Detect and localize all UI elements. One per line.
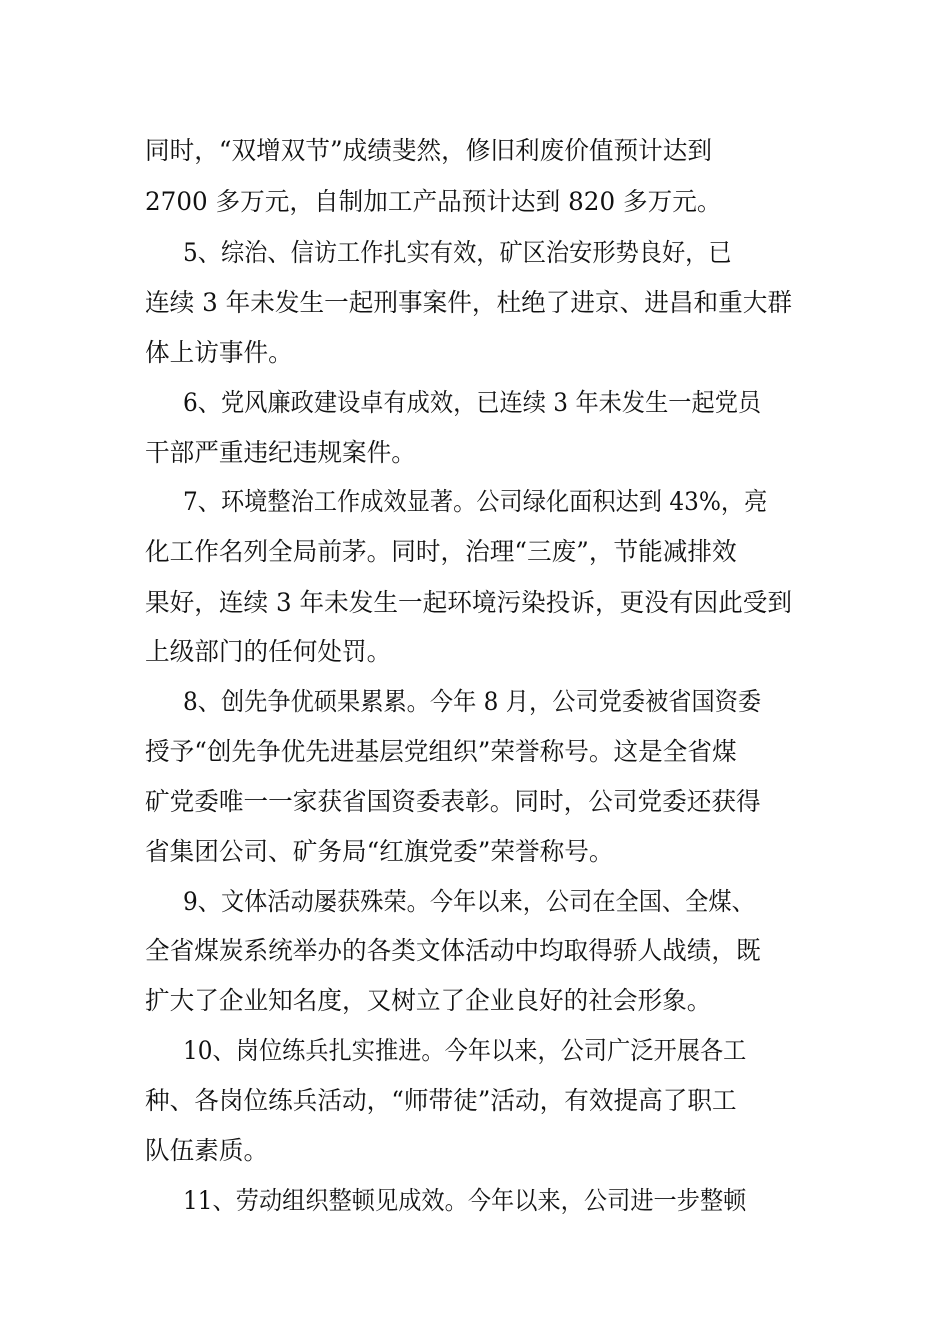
text-line: 上级部门的任何处罚。 <box>145 637 392 666</box>
paragraph-start-line: 11、劳动组织整顿见成效。今年以来，公司进一步整顿 <box>183 1186 747 1215</box>
text-line: 干部严重违纪违规案件。 <box>145 438 416 467</box>
text-line: 授予“创先争优先进基层党组织”荣誉称号。这是全省煤 <box>145 737 737 766</box>
text-line: 扩大了企业知名度，又树立了企业良好的社会形象。 <box>145 986 712 1015</box>
text-line: 果好，连续 3 年未发生一起环境污染投诉，更没有因此受到 <box>145 588 793 617</box>
text-line: 队伍素质。 <box>145 1136 269 1165</box>
paragraph-start-line: 9、文体活动屡获殊荣。今年以来，公司在全国、全煤、 <box>183 887 755 916</box>
paragraph-start-line: 10、岗位练兵扎实推进。今年以来，公司广泛开展各工 <box>183 1036 747 1065</box>
paragraph-start-line: 5、综治、信访工作扎实有效，矿区治安形势良好，已 <box>183 238 732 267</box>
text-line: 种、各岗位练兵活动，“师带徒”活动，有效提高了职工 <box>145 1086 737 1115</box>
paragraph-start-line: 7、环境整治工作成效显著。公司绿化面积达到 43%，亮 <box>183 487 768 516</box>
text-line: 省集团公司、矿务局“红旗党委”荣誉称号。 <box>145 837 614 866</box>
paragraph-start-line: 6、党风廉政建设卓有成效，已连续 3 年未发生一起党员 <box>183 388 762 417</box>
text-line: 同时，“双增双节”成绩斐然，修旧利废价值预计达到 <box>145 136 713 165</box>
text-line: 体上访事件。 <box>145 338 293 367</box>
paragraph-start-line: 8、创先争优硕果累累。今年 8 月，公司党委被省国资委 <box>183 687 762 716</box>
text-line: 矿党委唯一一家获省国资委表彰。同时，公司党委还获得 <box>145 787 761 816</box>
text-line: 全省煤炭系统举办的各类文体活动中均取得骄人战绩，既 <box>145 936 761 965</box>
text-line: 连续 3 年未发生一起刑事案件，杜绝了进京、进昌和重大群 <box>145 288 793 317</box>
text-line: 化工作名列全局前茅。同时，治理“三废”，节能减排效 <box>145 537 737 566</box>
text-line: 2700 多万元，自制加工产品预计达到 820 多万元。 <box>145 187 722 216</box>
